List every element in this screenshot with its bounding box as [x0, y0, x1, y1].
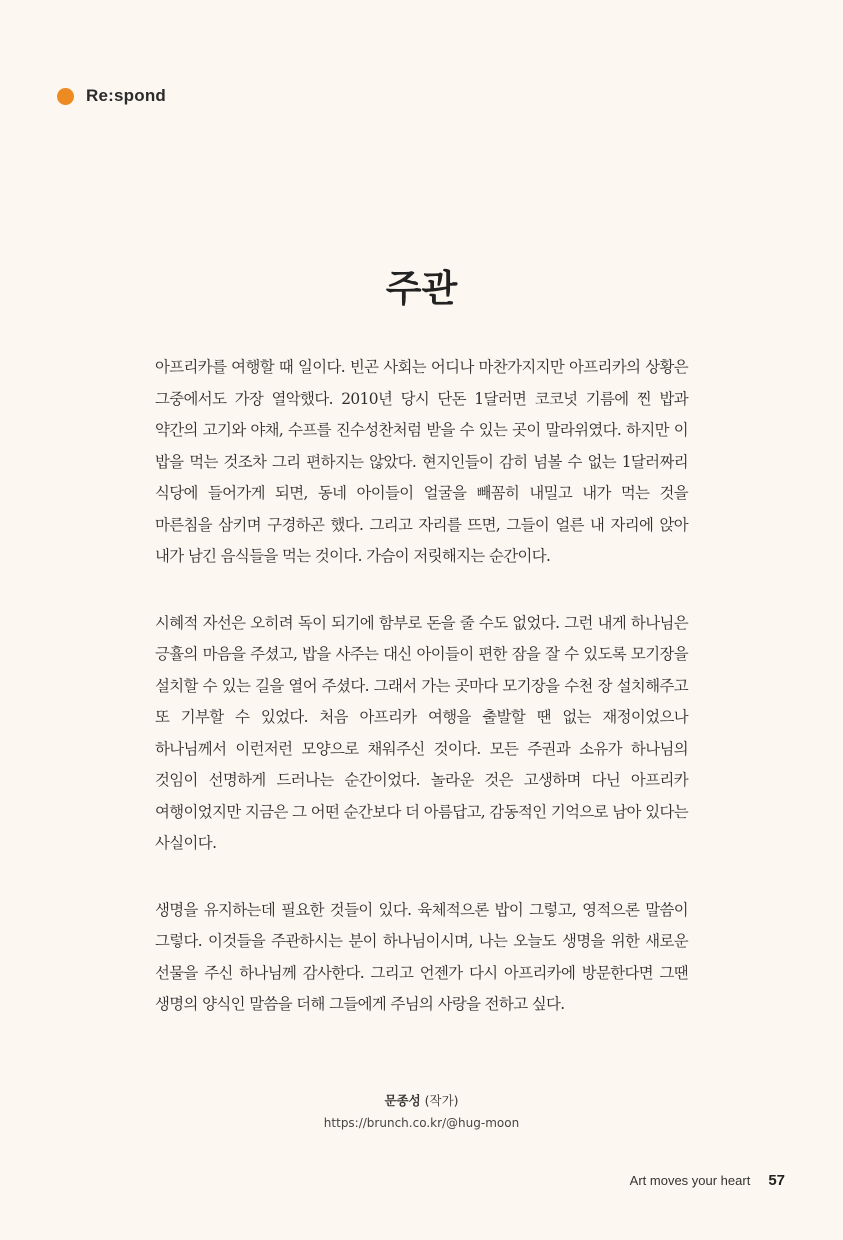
article-title: 주관	[385, 266, 458, 310]
section-dot-icon	[57, 88, 74, 105]
footer-tagline: Art moves your heart	[629, 1173, 751, 1188]
byline	[0, 1090, 843, 1134]
page-footer	[630, 1172, 785, 1189]
article-body	[155, 352, 688, 1056]
author-url[interactable]: https://brunch.co.kr/@hug-moon	[323, 1116, 520, 1130]
paragraph-2: 시혜적 자선은 오히려 독이 되기에 함부로 돈을 줄 수도 없었다. 그런 내게 하나님은 긍휼의 마음을 주셨고, 밥을 사주는 대신 아이들이 편한 잠을 잘 수 있도록 모기장을 설치할 수 있는 길을 열어 주셨다. 그래서 가는 곳마다 모기장을 수천 장 설치해주고 또 기부할 수 있었다. 처음 아프리카 여행을 출발할 땐 없는 재정이었으나 하나님께서 이런저런 모양으로 채워주신 것이다. 모든 주권과 소유가 하나님의 것임이 선명하게 드러나는 순간이었다. 놀라운 것은 고생하며 다닌 아프리카 여행이었지만 지금은 그 어떤 순간보다 더 아름답고, 감동적인 기억으로 남아 있다는 사실이다.	[155, 613, 688, 852]
paragraph-1: 아프리카를 여행할 때 일이다. 빈곤 사회는 어디나 마찬가지지만 아프리카의 상황은 그중에서도 가장 열악했다. 2010년 당시 단돈 1달러면 코코넛 기름에 찐 밥과 약간의 고기와 야채, 수프를 진수성찬처럼 받을 수 있는 곳이 말라위였다. 하지만 이 밥을 먹는 것조차 그리 편하지는 않았다. 현지인들이 감히 넘볼 수 없는 1달러짜리 식당에 들어가게 되면, 동네 아이들이 얼굴을 빼꼼히 내밀고 내가 먹는 것을 마른침을 삼키며 구경하곤 했다. 그리고 자리를 뜨면, 그들이 얼른 내 자리에 앉아 내가 남긴 음식들을 먹는 것이다. 가슴이 저릿해지는 순간이다.	[155, 358, 688, 565]
author-line	[0, 1090, 843, 1112]
page-number: 57	[768, 1172, 785, 1189]
author-role: (작가)	[424, 1093, 459, 1108]
author-name: 문종성	[384, 1093, 421, 1108]
paragraph-3: 생명을 유지하는데 필요한 것들이 있다. 육체적으론 밥이 그렇고, 영적으론 말씀이 그렇다. 이것들을 주관하시는 분이 하나님이시며, 나는 오늘도 생명을 위한 새로운 선물을 주신 하나님께 감사한다. 그리고 언젠가 다시 아프리카에 방문한다면 그땐 생명의 양식인 말씀을 더해 그들에게 주님의 사랑을 전하고 싶다.	[155, 900, 688, 1013]
section-tag	[57, 86, 166, 106]
section-label: Re:spond	[86, 86, 166, 105]
